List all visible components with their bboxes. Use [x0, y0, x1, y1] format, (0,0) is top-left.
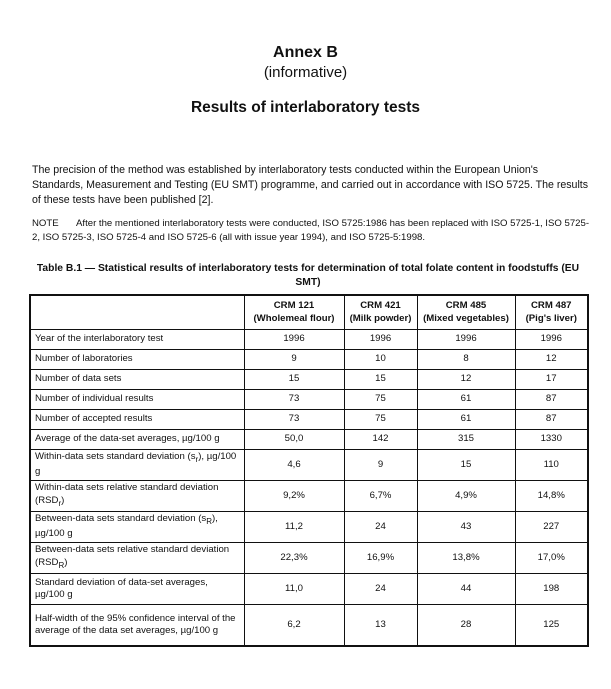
header-name: CRM 121	[273, 300, 315, 311]
cell-value: 50,0	[244, 430, 344, 450]
row-label: Within-data sets relative standard deviation $(RSD_r)$	[30, 481, 244, 512]
row-label: Number of accepted results	[30, 410, 244, 430]
header-cell-empty	[30, 295, 244, 330]
cell-value: 12	[417, 370, 515, 390]
header-cell	[515, 295, 588, 330]
note-label: NOTE	[32, 218, 59, 229]
cell-value: 11,0	[244, 574, 344, 605]
cell-value: 73	[244, 410, 344, 430]
section-title: Results of interlaboratory tests	[190, 99, 421, 116]
cell-value: 142	[344, 430, 417, 450]
cell-value: 4,9%	[417, 481, 515, 512]
cell-value: 6,2	[244, 605, 344, 647]
table-row	[30, 512, 588, 543]
table-row	[30, 450, 588, 481]
cell-value: 17,0%	[515, 543, 588, 574]
cell-value: 14,8%	[515, 481, 588, 512]
table-header-row	[30, 295, 588, 330]
cell-value: 13,8%	[417, 543, 515, 574]
cell-value: 9	[244, 350, 344, 370]
cell-value: 15	[417, 450, 515, 481]
table-row	[30, 543, 588, 574]
cell-value: 9,2%	[244, 481, 344, 512]
cell-value: 11,2	[244, 512, 344, 543]
note-text: After the mentioned interlaboratory tests were conducted, ISO 5725:1986 has been replaced with ISO 5725-1, ISO 5725-2, ISO 5725-3, ISO 5725-4 and ISO 5725-6 (all with issue year 1994), and ISO 5725-5:1998.	[32, 218, 590, 243]
cell-value: 17	[515, 370, 588, 390]
cell-value: 15	[344, 370, 417, 390]
cell-value: 227	[515, 512, 588, 543]
row-label: Number of individual results	[30, 390, 244, 410]
row-label: Year of the interlaboratory test	[30, 330, 244, 350]
row-label: Half-width of the 95% confidence interval of the average of the data set averages, µg/100 g	[30, 605, 244, 647]
header-cell	[244, 295, 344, 330]
cell-value: 6,7%	[344, 481, 417, 512]
header-cell	[344, 295, 417, 330]
row-label: Average of the data-set averages, µg/100 g	[30, 430, 244, 450]
cell-value: 198	[515, 574, 588, 605]
header-desc: (Wholemeal flour)	[253, 312, 335, 324]
cell-value: 24	[344, 512, 417, 543]
cell-value: 43	[417, 512, 515, 543]
table-row	[30, 410, 588, 430]
annex-title: Annex B	[273, 44, 338, 61]
cell-value: 8	[417, 350, 515, 370]
cell-value: 4,6	[244, 450, 344, 481]
cell-value: 315	[417, 430, 515, 450]
header-cell	[417, 295, 515, 330]
cell-value: 87	[515, 410, 588, 430]
row-label: Standard deviation of data-set averages, µg/100 g	[30, 574, 244, 605]
table-row	[30, 481, 588, 512]
header-name: CRM 421	[360, 300, 401, 311]
cell-value: 125	[515, 605, 588, 647]
cell-value: 10	[344, 350, 417, 370]
table-caption: Table B.1 — Statistical results of interlaboratory tests for determination of total folate content in foodstuffs (EU SMT)	[36, 263, 580, 288]
cell-value: 87	[515, 390, 588, 410]
cell-value: 75	[344, 390, 417, 410]
table-row	[30, 430, 588, 450]
cell-value: 13	[344, 605, 417, 647]
cell-value: 15	[244, 370, 344, 390]
row-label: Within-data sets standard deviation $(s_r)$, µg/100 g	[30, 450, 244, 481]
cell-value: 110	[515, 450, 588, 481]
cell-value: 73	[244, 390, 344, 410]
cell-value: 1330	[515, 430, 588, 450]
table-row	[30, 390, 588, 410]
cell-value: 61	[417, 410, 515, 430]
row-label: Number of laboratories	[30, 350, 244, 370]
cell-value: 44	[417, 574, 515, 605]
annex-subtitle: (informative)	[263, 64, 348, 81]
row-label: Between-data sets relative standard deviation $(RSD_R)$	[30, 543, 244, 574]
cell-value: 16,9%	[344, 543, 417, 574]
cell-value: 75	[344, 410, 417, 430]
cell-value: 1996	[417, 330, 515, 350]
header-name: CRM 485	[445, 300, 487, 311]
row-label: Between-data sets standard deviation $(s_R)$, µg/100 g	[30, 512, 244, 543]
cell-value: 61	[417, 390, 515, 410]
cell-value: 12	[515, 350, 588, 370]
cell-value: 1996	[244, 330, 344, 350]
note-paragraph	[32, 217, 592, 245]
cell-value: 1996	[344, 330, 417, 350]
row-label: Number of data sets	[30, 370, 244, 390]
table-row	[30, 370, 588, 390]
cell-value: 28	[417, 605, 515, 647]
cell-value: 1996	[515, 330, 588, 350]
intro-paragraph: The precision of the method was established by interlaboratory tests conducted within the European Union's Standards, Measurement and Testing (EU SMT) programme, and carried out in accordance with ISO 5725. The results of these tests have been published [2].	[32, 164, 589, 206]
table-row	[30, 330, 588, 350]
table-row	[30, 605, 588, 647]
header-desc: (Mixed vegetables)	[423, 312, 509, 324]
header-desc: (Pig's liver)	[525, 312, 577, 324]
table-row	[30, 350, 588, 370]
cell-value: 22,3%	[244, 543, 344, 574]
results-table	[29, 294, 589, 647]
table-row	[30, 574, 588, 605]
header-desc: (Milk powder)	[349, 312, 412, 324]
header-name: CRM 487	[530, 300, 572, 311]
cell-value: 24	[344, 574, 417, 605]
cell-value: 9	[344, 450, 417, 481]
